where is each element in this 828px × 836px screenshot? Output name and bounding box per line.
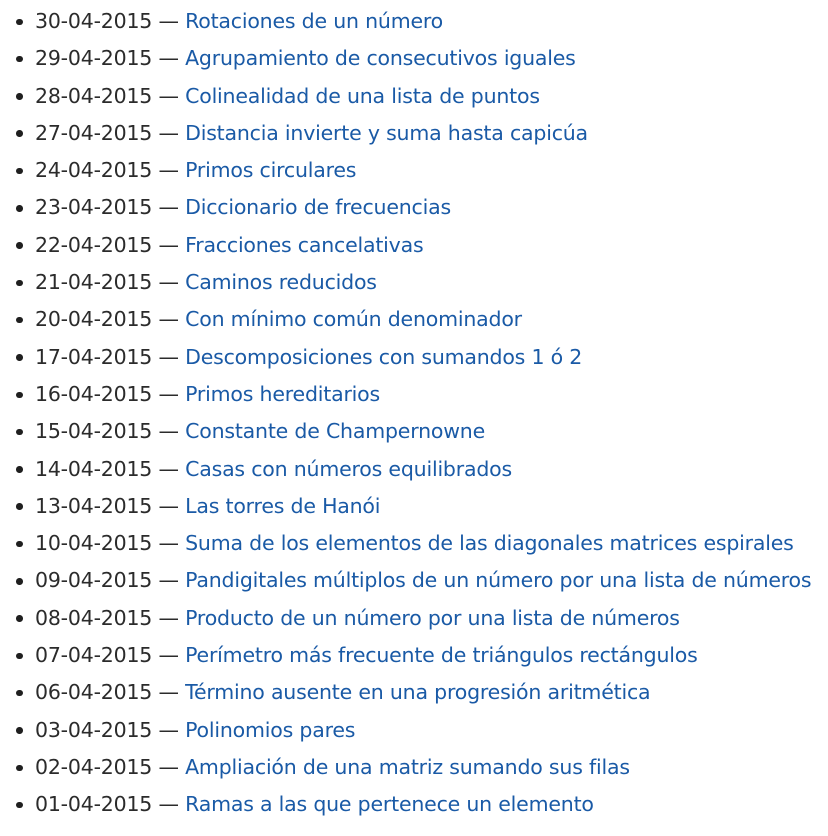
entry-date: 23-04-2015 [35, 195, 153, 220]
list-item [0, 40, 811, 77]
entry-separator: — [158, 120, 179, 145]
bullet-icon [16, 56, 23, 63]
entry-separator: — [158, 9, 179, 33]
bullet-icon [16, 93, 23, 100]
entry-date: 21-04-2015 [35, 270, 153, 295]
entry-date: 10-04-2015 [35, 531, 153, 556]
bullet-icon [16, 242, 23, 249]
bullet-icon [16, 503, 23, 510]
bullet-icon [16, 429, 23, 436]
entry-link[interactable]: Primos circulares [185, 158, 357, 183]
list-item [0, 451, 811, 488]
bullet-icon [16, 280, 23, 287]
bullet-icon [16, 168, 23, 175]
list-item [0, 301, 811, 338]
entry-date: 24-04-2015 [35, 158, 153, 183]
bullet-icon [16, 19, 23, 26]
entry-link[interactable]: Casas con números equilibrados [185, 456, 512, 481]
entry-link[interactable]: Colinealidad de una lista de puntos [185, 83, 540, 108]
list-item [0, 562, 811, 599]
bullet-icon [16, 541, 23, 548]
entry-separator: — [158, 307, 179, 332]
entry-link[interactable]: Las torres de Hanói [185, 493, 381, 518]
entry-separator: — [158, 568, 179, 593]
entry-link[interactable]: Distancia invierte y suma hasta capicúa [185, 120, 588, 145]
entry-link[interactable]: Primos hereditarios [185, 381, 380, 406]
list-item [0, 3, 811, 40]
bullet-icon [16, 765, 23, 772]
entry-date: 03-04-2015 [35, 717, 153, 742]
entry-separator: — [158, 270, 179, 295]
entry-date: 17-04-2015 [35, 344, 153, 369]
entry-link[interactable]: Ampliación de una matriz sumando sus filas [185, 754, 630, 779]
entry-separator: — [158, 381, 179, 406]
entry-list [0, 3, 811, 824]
entry-separator: — [158, 493, 179, 518]
entry-separator: — [158, 46, 179, 71]
list-item [0, 749, 811, 786]
bullet-icon [16, 653, 23, 660]
entry-date: 30-04-2015 [35, 9, 153, 33]
bullet-icon [16, 392, 23, 399]
bullet-icon [16, 578, 23, 585]
entry-link[interactable]: Descomposiciones con sumandos 1 ó 2 [185, 344, 583, 369]
entry-separator: — [158, 344, 179, 369]
entry-separator: — [158, 419, 179, 444]
list-item [0, 339, 811, 376]
entry-date: 07-04-2015 [35, 643, 153, 668]
entry-date: 02-04-2015 [35, 754, 153, 779]
entry-link[interactable]: Fracciones cancelativas [185, 232, 424, 257]
bullet-icon [16, 317, 23, 324]
list-item [0, 115, 811, 152]
entry-date: 14-04-2015 [35, 456, 153, 481]
entry-date: 28-04-2015 [35, 83, 153, 108]
list-item [0, 674, 811, 711]
entry-link[interactable]: Polinomios pares [185, 717, 356, 742]
list-item [0, 152, 811, 189]
list-item [0, 78, 811, 115]
entry-separator: — [158, 680, 179, 705]
entry-date: 20-04-2015 [35, 307, 153, 332]
entry-separator: — [158, 754, 179, 779]
entry-separator: — [158, 83, 179, 108]
entry-link[interactable]: Suma de los elementos de las diagonales matrices espirales [185, 531, 794, 556]
bullet-icon [16, 466, 23, 473]
list-item [0, 786, 811, 823]
entry-date: 22-04-2015 [35, 232, 153, 257]
list-item [0, 637, 811, 674]
entry-separator: — [158, 605, 179, 630]
list-item [0, 413, 811, 450]
entry-date: 29-04-2015 [35, 46, 153, 71]
list-item [0, 264, 811, 301]
bullet-icon [16, 205, 23, 212]
entry-separator: — [158, 792, 179, 817]
bullet-icon [16, 130, 23, 137]
entry-separator: — [158, 456, 179, 481]
list-item [0, 376, 811, 413]
entry-link[interactable]: Producto de un número por una lista de números [185, 605, 680, 630]
entry-separator: — [158, 643, 179, 668]
entry-separator: — [158, 195, 179, 220]
entry-link[interactable]: Perímetro más frecuente de triángulos rectángulos [185, 643, 698, 668]
entry-link[interactable]: Con mínimo común denominador [185, 307, 522, 332]
entry-date: 13-04-2015 [35, 493, 153, 518]
entry-link[interactable]: Agrupamiento de consecutivos iguales [185, 46, 576, 71]
entry-link[interactable]: Diccionario de frecuencias [185, 195, 451, 220]
entry-separator: — [158, 531, 179, 556]
entry-link[interactable]: Término ausente en una progresión aritmética [185, 680, 651, 705]
list-item [0, 488, 811, 525]
entry-date: 16-04-2015 [35, 381, 153, 406]
bullet-icon [16, 802, 23, 809]
list-item [0, 712, 811, 749]
entry-date: 08-04-2015 [35, 605, 153, 630]
entry-link[interactable]: Rotaciones de un número [185, 9, 444, 33]
entry-link[interactable]: Caminos reducidos [185, 270, 377, 295]
entry-date: 27-04-2015 [35, 120, 153, 145]
bullet-icon [16, 354, 23, 361]
entry-link[interactable]: Constante de Champernowne [185, 419, 485, 444]
entry-separator: — [158, 232, 179, 257]
entry-separator: — [158, 158, 179, 183]
bullet-icon [16, 690, 23, 697]
entry-link[interactable]: Ramas a las que pertenece un elemento [185, 792, 594, 817]
entry-link[interactable]: Pandigitales múltiplos de un número por una lista de números [185, 568, 812, 593]
entry-date: 09-04-2015 [35, 568, 153, 593]
entry-date: 01-04-2015 [35, 792, 153, 817]
entry-separator: — [158, 717, 179, 742]
entry-date: 06-04-2015 [35, 680, 153, 705]
list-item [0, 525, 811, 562]
entry-date: 15-04-2015 [35, 419, 153, 444]
list-item [0, 189, 811, 226]
bullet-icon [16, 615, 23, 622]
list-item [0, 227, 811, 264]
list-item [0, 600, 811, 637]
bullet-icon [16, 727, 23, 734]
